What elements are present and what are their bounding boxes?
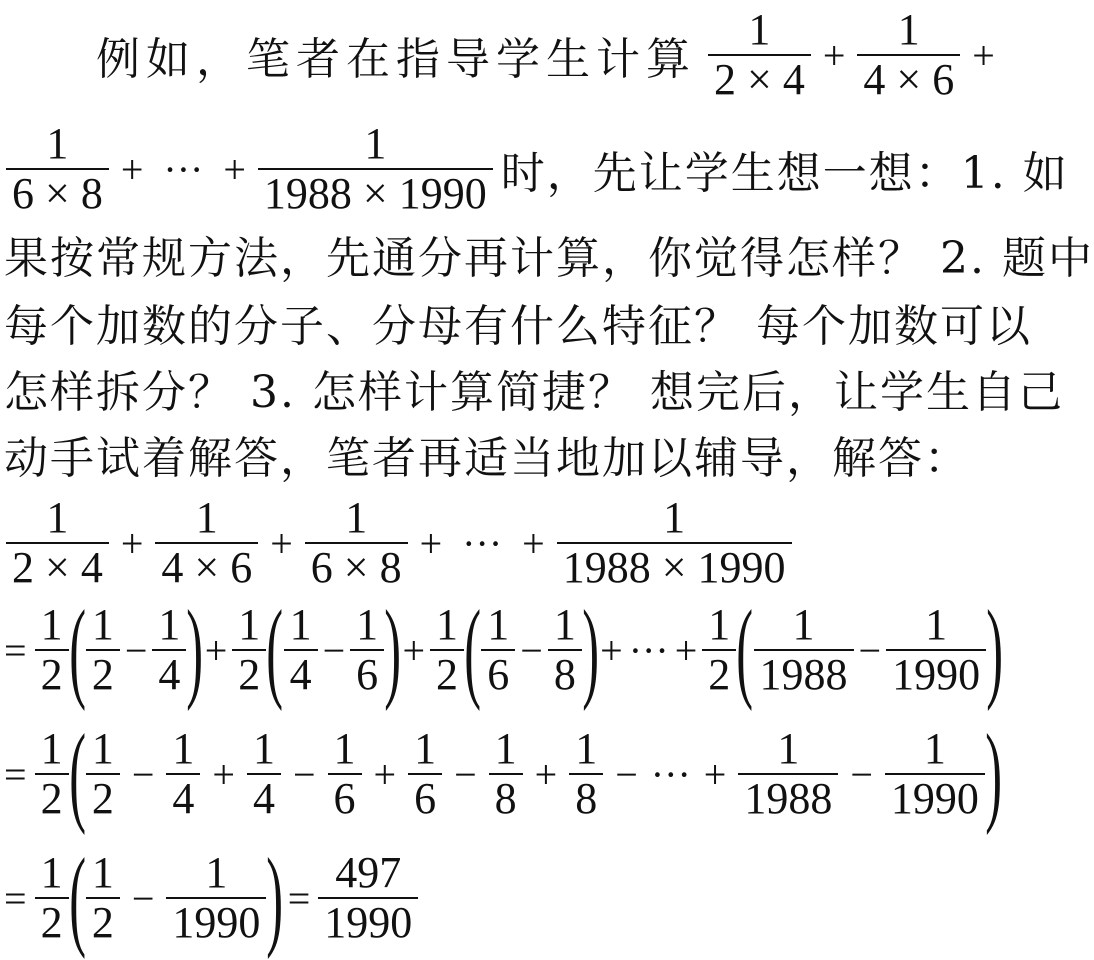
right-paren: ) [582, 588, 599, 712]
denominator: 2 [91, 898, 114, 947]
fraction [408, 725, 442, 823]
fraction [569, 725, 603, 823]
paragraph-line-3: 果按常规方法，先通分再计算，你觉得怎样？ 2. 题中 [4, 233, 1094, 284]
fraction [328, 725, 362, 823]
fraction [754, 601, 854, 699]
denominator: 2 [238, 650, 261, 699]
numerator: 1 [289, 600, 312, 649]
right-paren: ) [384, 588, 402, 712]
fraction [489, 725, 523, 823]
denominator: 1990 [892, 650, 981, 699]
numerator: 1 [46, 119, 69, 168]
numerator: 1 [91, 600, 114, 649]
denominator: 4 [172, 774, 195, 823]
denominator: 2 [91, 650, 114, 699]
ellipsis: ··· [650, 751, 691, 797]
right-paren: ) [985, 712, 1002, 836]
denominator: 1990 [324, 898, 413, 947]
fraction [166, 725, 200, 823]
denominator: 2 × 4 [12, 543, 103, 592]
fraction [86, 725, 120, 823]
paragraph-line-4: 每个加数的分子、分母有什么特征？ 每个加数可以 [4, 301, 1032, 352]
numerator: 1 [345, 493, 368, 542]
denominator: 6 × 8 [12, 169, 103, 218]
fraction [708, 6, 811, 104]
denominator: 1988 × 1990 [562, 543, 786, 592]
numerator: 1 [91, 848, 114, 897]
fraction [35, 849, 69, 947]
plus-sign: + [402, 627, 425, 673]
numerator: 1 [356, 600, 379, 649]
equals-sign: = [4, 627, 27, 673]
fraction [305, 494, 408, 592]
left-paren: ( [68, 712, 86, 836]
minus-sign: − [520, 627, 543, 673]
right-paren: ) [186, 588, 204, 712]
numerator: 497 [335, 848, 402, 897]
denominator: 1990 [890, 774, 979, 823]
numerator: 1 [40, 724, 63, 773]
minus-sign: − [615, 751, 638, 797]
plus-sign: + [120, 520, 144, 566]
plus-sign: + [373, 751, 397, 797]
fraction [232, 601, 266, 699]
denominator: 4 [158, 650, 181, 699]
denominator: 2 [436, 650, 458, 699]
ellipsis: ··· [163, 146, 204, 192]
paragraph-text: 例如，笔者在指导学生计算 [96, 34, 696, 85]
plus-sign: + [204, 627, 228, 673]
denominator: 4 × 6 [863, 55, 955, 104]
numerator: 1 [414, 724, 437, 773]
denominator: 2 [708, 650, 731, 699]
denominator: 8 [494, 774, 517, 823]
numerator: 1 [46, 493, 69, 542]
denominator: 6 [333, 774, 356, 823]
fraction [247, 725, 281, 823]
plus-sign: + [419, 520, 443, 566]
fraction [318, 849, 418, 947]
numerator: 1 [205, 848, 228, 897]
minus-sign: − [858, 627, 882, 673]
numerator: 1 [748, 5, 771, 54]
denominator: 2 [40, 774, 63, 823]
ellipsis: ··· [628, 627, 669, 673]
paragraph-line-6: 动手试着解答，笔者再适当地加以辅导，解答： [4, 433, 970, 484]
numerator: 1 [40, 848, 63, 897]
denominator: 1990 [172, 898, 261, 947]
denominator: 4 × 6 [161, 543, 253, 592]
minus-sign: − [454, 751, 477, 797]
plus-sign: + [534, 751, 558, 797]
paragraph-line-1 [96, 6, 1005, 104]
plus-sign: + [270, 520, 293, 566]
plus-sign: + [600, 627, 623, 673]
fraction [86, 849, 120, 947]
denominator: 4 [289, 650, 312, 699]
minus-sign: − [850, 751, 873, 797]
numerator: 1 [252, 724, 275, 773]
denominator: 6 [356, 650, 379, 699]
denominator: 8 [575, 774, 598, 823]
fraction [155, 494, 258, 592]
denominator: 8 [553, 650, 576, 699]
fraction [857, 6, 960, 104]
denominator: 2 × 4 [714, 55, 805, 104]
denominator: 1988 [759, 650, 848, 699]
numerator: 1 [777, 724, 800, 773]
numerator: 1 [172, 724, 195, 773]
left-paren: ( [266, 588, 284, 712]
fraction [6, 494, 109, 592]
fraction [35, 601, 69, 699]
minus-sign: − [131, 875, 155, 921]
plus-sign: + [223, 146, 246, 192]
denominator: 6 [487, 650, 510, 699]
plus-sign: + [703, 751, 727, 797]
fraction [738, 725, 838, 823]
denominator: 6 [414, 774, 437, 823]
fraction [152, 601, 186, 699]
denominator: 2 [91, 774, 114, 823]
equals-sign: = [287, 875, 311, 921]
numerator: 1 [925, 600, 948, 649]
minus-sign: − [292, 751, 316, 797]
right-paren: ) [266, 836, 284, 960]
fraction [886, 601, 986, 699]
plus-sign: + [822, 32, 846, 78]
minus-sign: − [322, 627, 346, 673]
numerator: 1 [575, 724, 598, 773]
numerator: 1 [436, 600, 458, 649]
denominator: 2 [40, 650, 63, 699]
fraction [284, 601, 318, 699]
fraction [258, 120, 493, 218]
plus-sign: + [120, 146, 144, 192]
numerator: 1 [487, 600, 510, 649]
left-paren: ( [736, 588, 754, 712]
numerator: 1 [333, 724, 356, 773]
minus-sign: − [124, 627, 148, 673]
numerator: 1 [158, 600, 181, 649]
left-paren: ( [464, 588, 482, 712]
equation-row-4 [4, 836, 420, 960]
equation-row-1 [4, 494, 794, 592]
numerator: 1 [792, 600, 815, 649]
ellipsis: ··· [462, 520, 503, 566]
fraction [548, 601, 582, 699]
minus-sign: − [131, 751, 155, 797]
equals-sign: = [4, 751, 27, 797]
denominator: 1988 [744, 774, 833, 823]
denominator: 1988 × 1990 [263, 169, 487, 218]
denominator: 6 × 8 [310, 543, 402, 592]
numerator: 1 [195, 493, 218, 542]
fraction [885, 725, 985, 823]
paragraph-line-2 [4, 120, 1069, 218]
right-paren: ) [986, 588, 1004, 712]
numerator: 1 [238, 600, 261, 649]
left-paren: ( [68, 588, 86, 712]
paragraph-line-5: 怎样拆分？ 3. 怎样计算简捷？ 想完后，让学生自己 [4, 367, 1064, 418]
equation-row-2 [4, 588, 1004, 712]
numerator: 1 [91, 724, 114, 773]
plus-sign: + [674, 627, 698, 673]
numerator: 1 [364, 119, 387, 168]
numerator: 1 [923, 724, 946, 773]
fraction [35, 725, 69, 823]
equation-row-3 [4, 712, 1002, 836]
fraction [6, 120, 109, 218]
equals-sign: = [4, 875, 27, 921]
fraction [430, 601, 464, 699]
fraction [702, 601, 736, 699]
numerator: 1 [897, 5, 920, 54]
denominator: 4 [252, 774, 275, 823]
numerator: 1 [708, 600, 731, 649]
fraction [350, 601, 384, 699]
denominator: 2 [40, 898, 63, 947]
numerator: 1 [553, 600, 576, 649]
numerator: 1 [663, 493, 686, 542]
fraction [166, 849, 266, 947]
fraction [557, 494, 792, 592]
plus-sign: + [972, 32, 995, 78]
left-paren: ( [68, 836, 86, 960]
plus-sign: + [212, 751, 235, 797]
paragraph-text: 时，先让学生想一想：1. 如 [500, 148, 1069, 199]
plus-sign: + [522, 520, 545, 566]
fraction [86, 601, 120, 699]
fraction [481, 601, 515, 699]
numerator: 1 [494, 724, 517, 773]
numerator: 1 [40, 600, 63, 649]
